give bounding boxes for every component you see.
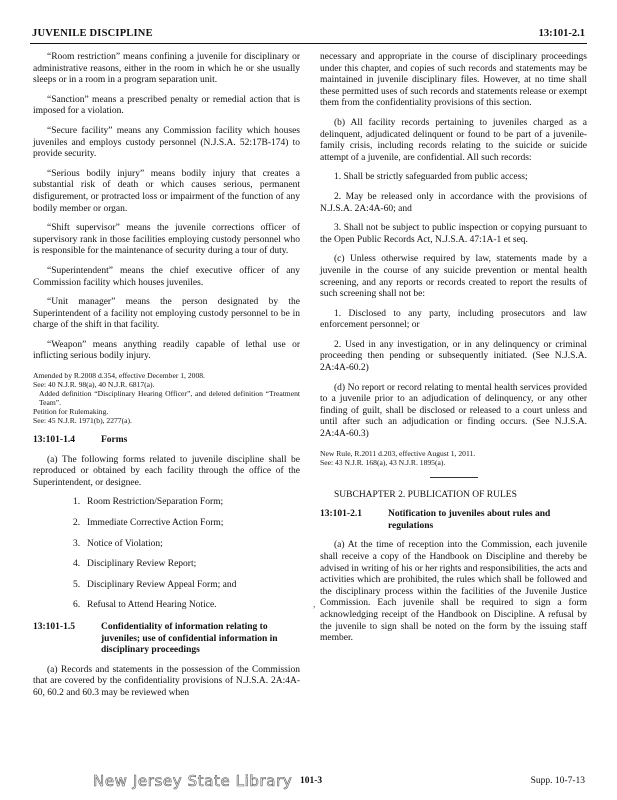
item-text: Room Restriction/Separation Form; [87,497,224,508]
section-title: Confidentiality of information relating to juveniles; use of confidential information in disciplinary proceedings [101,622,278,656]
forms-intro: (a) The following forms related to juvenile discipline shall be reproduced or obtained by each facility through the office of the Superintendent, or designee. [33,454,300,488]
item-text: Disciplinary Review Report; [87,559,197,570]
forms-list [33,497,300,612]
para-c-item-1: 1. Disclosed to any party, including prosecutors and law enforcement personnel; or [320,308,587,331]
para-c-item-2: 2. Used in any investigation, or in any delinquency or criminal proceeding then pending or subsequently initiated. (See N.J.S.A. 2A:4A-60.2) [320,339,587,374]
definition-room-restriction: “Room restriction” means confining a juvenile for disciplinary or administrative reasons, either in the room in which he or she usually sleeps or in a room in a program separation unit. [33,52,300,86]
history-line: New Rule, R.2011 d.203, effective August 1, 2011. [320,448,476,458]
item-text: Disciplinary Review Appeal Form; and [87,579,237,590]
para-b-item-3: 3. Shall not be subject to public inspection or copying pursuant to the Open Public Records Act, N.J.S.A. 47:1A-1 et seq. [320,223,587,245]
history-line: See: 45 N.J.R. 1971(b), 2277(a). [33,416,132,426]
definition-unit-manager: “Unit manager” means the person designated by the Superintendent of a facility not employing custody personnel to be in charge of the shift in that facility. [33,297,300,331]
section-heading-forms [33,435,300,447]
item-text: Immediate Corrective Action Form; [87,518,224,529]
list-item [73,580,300,592]
section-number: 13:101-2.1 [320,509,362,520]
section-title: Notification to juveniles about rules and regulations [388,509,551,531]
history-line: See: 43 N.J.R. 168(a), 43 N.J.R. 1895(a). [320,457,446,467]
history-line: Added definition “Disciplinary Hearing Officer”, and deleted definition “Treatment Team”. [39,389,300,408]
history-line: See: 40 N.J.R. 98(a), 40 N.J.R. 6817(a). [33,380,155,390]
history-note [320,449,587,467]
left-column [33,52,300,708]
confidentiality-para-c: (c) Unless otherwise required by law, statements made by a juvenile in the course of any suicide prevention or mental health screening, and any reports or records created to report the results of such screening shall not be: [320,254,587,300]
right-column [320,52,587,653]
supplement-date: Supp. 10-7-13 [530,776,585,786]
section-divider [430,477,478,478]
item-text: Notice of Violation; [87,538,163,549]
list-item [73,600,300,612]
subchapter-heading: SUBCHAPTER 2. PUBLICATION OF RULES [334,489,517,500]
list-item [73,497,300,509]
notification-para-a: (a) At the time of reception into the Commission, each juvenile shall receive a copy of the Handbook on Discipline and thereby be advised in writing of his or her rights and responsibilities, the acts and activities which are prohibited, the rules which shall be followed and the disciplinary process within the facilities of the Juvenile Justice Commission. Each juvenile shall be required to sign a form acknowledging receipt of the Handbook on Discipline. A refusal by the juvenile to sign shall be noted on the form by the issuing staff member. [320,540,587,644]
history-line: Amended by R.2008 d.354, effective December 1, 2008. [33,371,205,381]
running-header-title: JUVENILE DISCIPLINE [32,28,153,39]
definition-serious-bodily-injury: “Serious bodily injury” means bodily injury that creates a substantial risk of death or which causes serious, permanent disfigurement, or protracted loss or impairment of the function of any bodily member or organ. [33,168,300,214]
running-header-section: 13:101-2.1 [538,28,585,39]
section-title: Forms [101,435,128,446]
confidentiality-para-d: (d) No report or record relating to mental health services provided to a juvenile prior to an adjudication of delinquency, or any other finding of guilt, shall be disclosed or released to a court unless and until after such an adjudication or finding occurs. (See N.J.S.A. 2A:4A-60.3) [320,382,587,440]
section-heading-notification [320,509,587,532]
item-number: 5. [73,579,81,590]
section-heading-confidentiality [33,622,300,657]
library-watermark: New Jersey State Library [93,772,293,790]
definition-superintendent: “Superintendent” means the chief executive officer of any Commission facility which houses juveniles. [33,265,300,288]
item-number: 1. [73,497,81,508]
confidentiality-para-b: (b) All facility records pertaining to juveniles charged as a delinquent, adjudicated delinquent or found to be part of a juvenile-family crisis, including records relating to the suicide or suicide attempt of a juvenile, are confidential. All such records: [320,117,587,163]
item-number: 2. [73,518,81,529]
section-number: 13:101-1.5 [33,622,75,632]
definition-sanction: “Sanction” means a prescribed penalty or remedial action that is imposed for a violation. [33,94,300,117]
item-number: 4. [73,559,81,570]
definition-secure-facility: “Secure facility” means any Commission facility which houses juveniles and employs custody personnel (N.J.S.A. 52:17B-174) to provide security. [33,125,300,160]
history-line: Petition for Rulemaking. [33,407,109,417]
item-number: 6. [73,600,81,611]
page-number: 101-3 [300,776,323,786]
item-number: 3. [73,538,81,549]
para-b-item-1: 1. Shall be strictly safeguarded from public access; [334,172,528,183]
item-text: Refusal to Attend Hearing Notice. [87,600,217,611]
header-rule [30,43,587,44]
stray-mark: , [313,599,316,609]
list-item [73,559,300,571]
confidentiality-para-a-cont: necessary and appropriate in the course of disciplinary proceedings under this chapter, and copies of such records and statements may be maintained in juvenile disciplinary files. However, at no time shall these permitted uses of such records and statements release or exempt them from the confidentiality provisions of this section. [320,52,587,109]
section-number: 13:101-1.4 [33,435,75,446]
history-note [33,371,300,425]
list-item [73,518,300,530]
confidentiality-para-a-start: (a) Records and statements in the possession of the Commission that are covered by the confidentiality provisions of N.J.S.A. 2A:4A-60, 60.2 and 60.3 may be reviewed when [33,664,300,698]
list-item [73,539,300,551]
definition-shift-supervisor: “Shift supervisor” means the juvenile corrections officer of supervisory rank in those facilities employing custody personnel who is responsible for the maintenance of security during a tour of duty. [33,223,300,257]
para-b-item-2: 2. May be released only in accordance with the provisions of N.J.S.A. 2A:4A-60; and [320,191,587,214]
definition-weapon: “Weapon” means anything readily capable of lethal use or inflicting serious bodily injury. [33,339,300,362]
